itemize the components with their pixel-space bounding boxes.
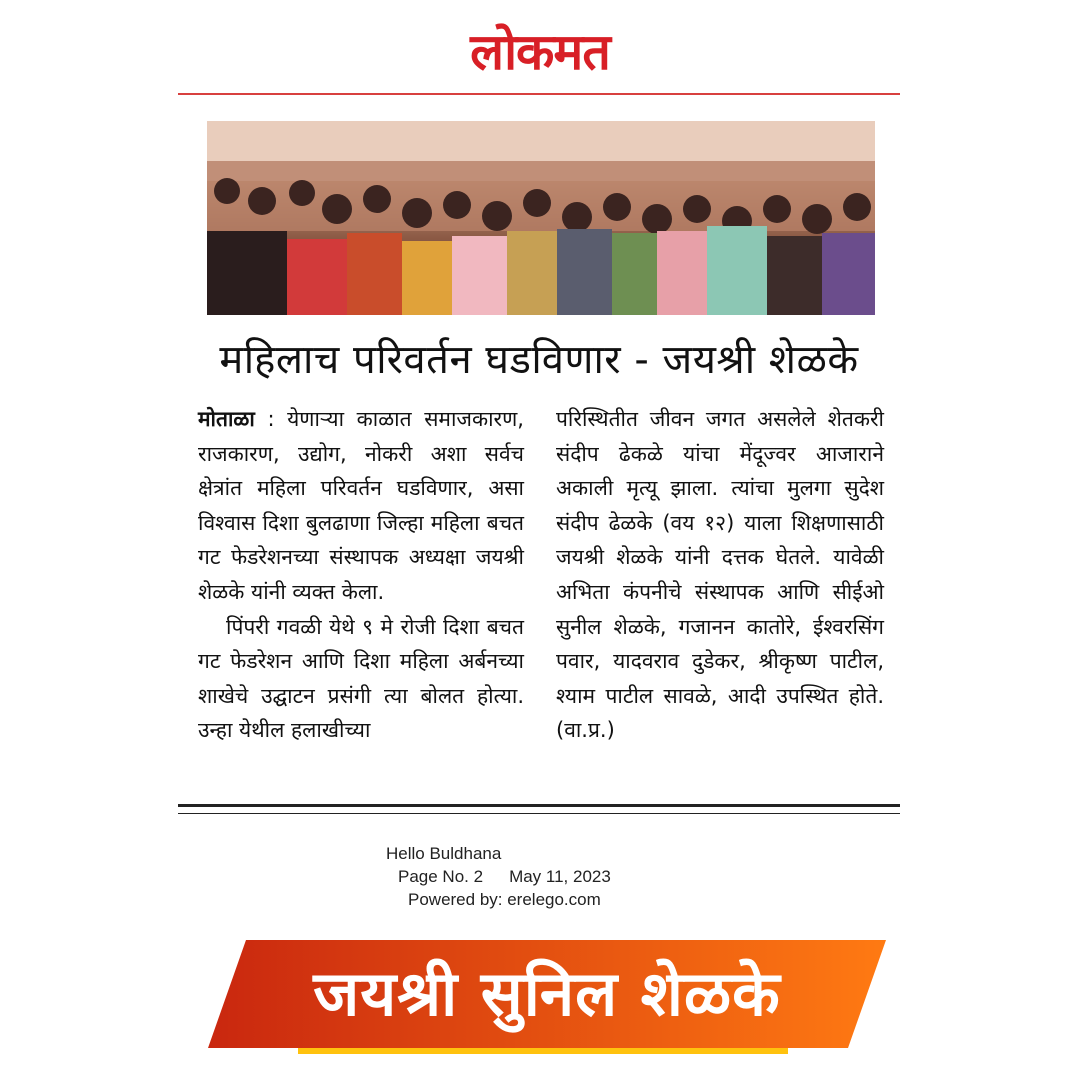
page-number: Page No. 2: [398, 867, 484, 886]
masthead-logo: लोकमत: [470, 23, 610, 81]
article-paragraph: परिस्थितीत जीवन जगत असलेले शेतकरी संदीप ढेकळे यांचा मेंदूज्वर आजाराने अकाली मृत्यू झाला. त्यांचा मुलगा सुदेश संदीप ढेळके (वय १२) याला शिक्षणासाठी जयश्री शेळके यांनी दत्तक घेतले. यावेळी अभिता कंपनीचे संस्थापक आणि सीईओ सुनील शेळके, गजानन कातोरे, ईश्वरसिंग पवार, यादवराव दुडेकर, श्रीकृष्ण पाटील, श्याम पाटील सावळे, आदी उपस्थित होते. (वा.प्र.): [556, 407, 884, 743]
article-column-left: [198, 402, 524, 748]
paragraph-text: : येणाऱ्या काळात समाजकारण, राजकारण, उद्योग, नोकरी अशा सर्वच क्षेत्रांत महिला परिवर्तन घडविणार, असा विश्वास दिशा बुलढाणा जिल्हा महिला बचत गट फेडरेशनच्या संस्थापक अध्यक्षा जयश्री शेळके यांनी व्यक्त केला.: [198, 407, 524, 604]
banner-name: जयश्री सुनिल शेळके: [313, 957, 781, 1030]
article-column-right: [556, 402, 884, 748]
source-footer: [386, 842, 611, 911]
publish-date: May 11, 2023: [509, 867, 611, 886]
article-headline: महिलाच परिवर्तन घडविणार - जयश्री शेळके: [219, 337, 859, 383]
crowd-photo: [207, 121, 875, 315]
article-paragraph: [198, 402, 524, 610]
footer-divider-thin: [178, 813, 900, 814]
page-info: [386, 865, 611, 888]
footer-divider: [178, 804, 900, 807]
article-paragraph: पिंपरी गवळी येथे ९ मे रोजी दिशा बचत गट फेडरेशन आणि दिशा महिला अर्बनच्या शाखेचे उद्घाटन प्रसंगी त्या बोलत होत्या. उन्हा येथील हलाखीच्या: [198, 614, 524, 743]
powered-by: Powered by: erelego.com: [408, 890, 601, 909]
source-name: Hello Buldhana: [386, 844, 502, 863]
dateline-place: मोताळा: [198, 407, 255, 431]
header-divider: [178, 93, 900, 95]
name-banner: [208, 940, 886, 1054]
